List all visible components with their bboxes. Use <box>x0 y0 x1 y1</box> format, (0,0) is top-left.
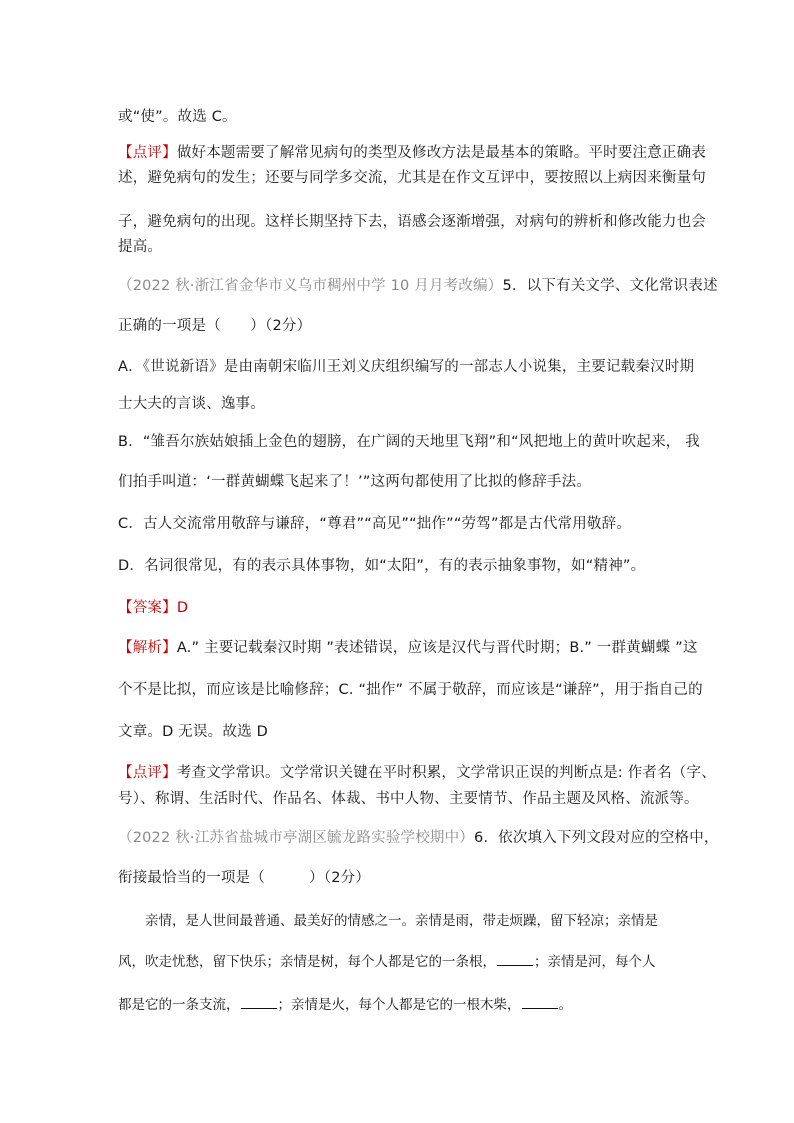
analysis-tag: 【解析】 <box>118 640 177 656</box>
answer-tag: 【答案】 <box>118 600 177 616</box>
answer-value: D <box>176 600 189 616</box>
option-a: A．《世说新语》是由南朝宋临川王刘义庆组织编写的一部志人小说集，主要记载秦汉时期 <box>118 359 695 375</box>
text-line: 士大夫的言谈、逸事。 <box>118 396 265 412</box>
option-c: C．古人交流常用敬辞与谦辞，“尊君”“高见”“拙作”“劳驾”都是古代常用敬辞。 <box>118 516 632 532</box>
text-line: 述，避免病句的发生；还要与同学多交流，尤其是在作文互评中，要按照以上病因来衡量句 <box>118 170 706 186</box>
question-6-header: （2022 秋·江苏省盐城市亭湖区毓龙路实验学校期中）6．依次填入下列文段对应的空格中， <box>118 830 719 846</box>
passage-line: 都是它的一条支流， ；亲情是火，每个人都是它的一根木柴， 。 <box>118 994 572 1015</box>
question-source: （2022 秋·江苏省盐城市亭湖区毓龙路实验学校期中） <box>118 830 475 846</box>
comment-tag: 【点评】 <box>118 765 177 781</box>
text-line: 衔接最恰当的一项是（ ）（2分） <box>118 870 371 886</box>
text-line: 号）、称谓、生活时代、作品名、体裁、书中人物、主要情节、作品主题及风格、流派等。 <box>118 791 699 807</box>
text-line: 个不是比拟，而应该是比喻修辞；C. “拙作” 不属于敬辞，而应该是“谦辞”，用于指自己的 <box>118 682 703 698</box>
question-source: （2022 秋·浙江省金华市义乌市稠州中学 10 月月考改编） <box>118 278 503 294</box>
option-d: D．名词很常见，有的表示具体事物，如“太阳”，有的表示抽象事物，如“精神”。 <box>118 558 646 574</box>
question-5-header: （2022 秋·浙江省金华市义乌市稠州中学 10 月月考改编）5．以下有关文学、文化常识表述 <box>118 278 718 294</box>
passage-line: 亲情，是人世间最普通、最美好的情感之一。亲情是雨，带走烦躁，留下轻凉；亲情是 <box>118 913 658 929</box>
passage-line: 风，吹走忧愁，留下快乐；亲情是树，每个人都是它的一条根， ；亲情是河，每个人 <box>118 951 656 972</box>
text-line: 正确的一项是（ ）（2分） <box>118 318 312 334</box>
comment-tag: 【点评】 <box>118 145 177 161</box>
blank-1 <box>497 951 533 966</box>
comment-paragraph: 【点评】考查文学常识。文学常识关键在平时积累，文学常识正误的判断点是: 作者名（字、 <box>118 765 716 781</box>
analysis-paragraph: 【解析】A.” 主要记载秦汉时期 ”表述错误，应该是汉代与晋代时期；B.” 一群黄蝴蝶 ”这 <box>118 640 698 656</box>
text-line: 文章。D 无误。故选 D <box>118 724 268 740</box>
comment-paragraph: 【点评】做好本题需要了解常见病句的类型及修改方法是最基本的策略。平时要注意正确表 <box>118 145 707 161</box>
blank-2 <box>241 994 277 1009</box>
option-b: B．“雏吾尔族姑娘插上金色的翅膀，在广阔的天地里飞翔”和“风把地上的黄叶吹起来， 我 <box>118 434 700 450</box>
text-line: 提高。 <box>118 239 163 255</box>
blank-3 <box>522 994 558 1009</box>
text-line: 们拍手叫道：‘一群黄蝴蝶飞起来了！’”这两句都使用了比拟的修辞手法。 <box>118 474 592 490</box>
text-line: 子，避免病句的出现。这样长期坚持下去，语感会逐渐增强，对病句的辨析和修改能力也会 <box>118 214 706 230</box>
text-line: 或“使”。故选 C。 <box>118 109 237 125</box>
answer-line <box>118 598 188 618</box>
